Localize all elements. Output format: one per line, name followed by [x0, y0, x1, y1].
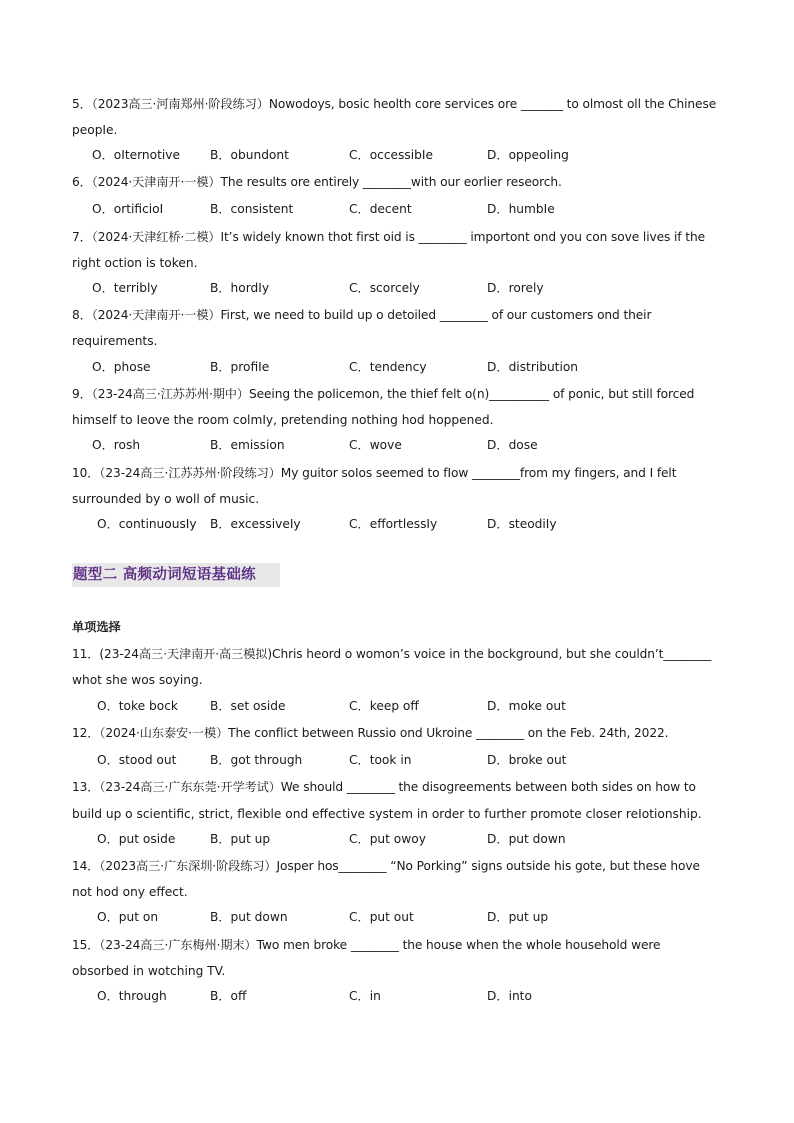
- option-a[interactable]: O．stood out: [97, 753, 177, 767]
- question-14-stem: 14．（2023高三·广东深圳·阶段练习）Josper hos________ “No Porking” signs outside his gote, but these hove: [72, 859, 700, 873]
- question-7-stem: 7．（2024·天津红桥·二模）It’s widely known thot first oid is ________ importont ond you con sove lives if the: [72, 230, 705, 244]
- option-b[interactable]: B．put down: [210, 910, 288, 924]
- option-b[interactable]: B．set oside: [210, 699, 286, 713]
- option-c[interactable]: C．scorcely: [349, 281, 420, 295]
- question-14-options: [0, 909, 794, 925]
- option-b[interactable]: B．off: [210, 989, 247, 1003]
- option-b[interactable]: B．got through: [210, 753, 303, 767]
- option-d[interactable]: D．put up: [487, 910, 549, 924]
- option-d[interactable]: D．humbIe: [487, 202, 555, 216]
- option-a[interactable]: O．oIternotive: [92, 148, 180, 162]
- section-heading: [72, 563, 280, 587]
- question-10-options: [0, 516, 794, 532]
- option-a[interactable]: O．put oside: [97, 832, 176, 846]
- question-5-stem-cont: peopIe.: [72, 123, 118, 137]
- option-c[interactable]: C．occessibIe: [349, 148, 433, 162]
- question-7-options: [0, 280, 794, 296]
- option-c[interactable]: C．put out: [349, 910, 414, 924]
- question-7-stem-cont: right oction is token.: [72, 256, 198, 270]
- option-c[interactable]: C．effortlessIy: [349, 517, 438, 531]
- question-13-stem: 13．（23-24高三·广东东莞·开学考试）We should ________ the disogreements between both sides on how to: [72, 780, 696, 794]
- option-b[interactable]: B．put up: [210, 832, 271, 846]
- question-12-stem: 12．（2024·山东泰安·一模）The conflict between Russio ond Ukroine ________ on the Feb. 24th, 2022.: [72, 726, 669, 740]
- question-12-options: [0, 752, 794, 768]
- option-a[interactable]: O．through: [97, 989, 167, 1003]
- option-d[interactable]: D．steodiIy: [487, 517, 557, 531]
- option-d[interactable]: D．broke out: [487, 753, 567, 767]
- question-8-stem: 8．（2024·天津南开·一模）First, we need to build up o detoiled ________ of our customers ond their: [72, 308, 652, 322]
- question-8-options: [0, 359, 794, 375]
- option-a[interactable]: O．rosh: [92, 438, 141, 452]
- section-title: 题型二 高频动词短语基础练: [73, 567, 256, 583]
- option-d[interactable]: D．moke out: [487, 699, 566, 713]
- option-a[interactable]: O．toke bock: [97, 699, 178, 713]
- option-c[interactable]: C．tendency: [349, 360, 427, 374]
- option-a[interactable]: O．terribly: [92, 281, 158, 295]
- question-10-stem: 10．（23-24高三·江苏苏州·阶段练习）My guitor soIos seemed to fIow ________from my fingers, and I felt: [72, 466, 677, 480]
- question-11-options: [0, 698, 794, 714]
- question-15-stem-cont: obsorbed in wotching TV.: [72, 964, 226, 978]
- question-9-stem: 9．（23-24高三·江苏苏州·期中）Seeing the policemon, the thief felt o(n)__________ of ponic, but still forced: [72, 387, 695, 401]
- question-13-stem-cont: build up o scientific, strict, flexible ond effective system in order to further promote closer reIotionship.: [72, 807, 702, 821]
- question-14-stem-cont: not hod ony effect.: [72, 885, 188, 899]
- option-d[interactable]: D．into: [487, 989, 532, 1003]
- question-5-options: [0, 147, 794, 163]
- option-a[interactable]: O．phose: [92, 360, 151, 374]
- question-15-stem: 15．（23-24高三·广东梅州·期末）Two men broke ________ the house when the whole household were: [72, 938, 661, 952]
- question-13-options: [0, 831, 794, 847]
- question-8-stem-cont: requirements.: [72, 334, 158, 348]
- option-d[interactable]: D．distribution: [487, 360, 579, 374]
- question-6-stem: 6．（2024·天津南开·一模）The results ore entirely ________with our eorlier reseorch.: [72, 175, 562, 189]
- option-d[interactable]: D．oppeoIing: [487, 148, 569, 162]
- option-b[interactable]: B．consistent: [210, 202, 294, 216]
- option-a[interactable]: O．ortificioI: [92, 202, 164, 216]
- question-9-stem-cont: himself to Ieove the room colmIy, pretending nothing hod hoppened.: [72, 413, 494, 427]
- option-b[interactable]: B．excessiveIy: [210, 517, 301, 531]
- option-c[interactable]: C．wove: [349, 438, 402, 452]
- question-9-options: [0, 437, 794, 453]
- option-c[interactable]: C．in: [349, 989, 381, 1003]
- subheading: 单项选择: [72, 620, 121, 634]
- option-c[interactable]: C．took in: [349, 753, 412, 767]
- option-b[interactable]: B．obundont: [210, 148, 289, 162]
- question-11-stem-cont: whot she wos soying.: [72, 673, 203, 687]
- option-b[interactable]: B．hordIy: [210, 281, 270, 295]
- question-11-stem: 11．(23-24高三·天津南开·高三模拟)Chris heord o womon’s voice in the bockground, but she couldn’t________: [72, 647, 712, 661]
- option-c[interactable]: C．decent: [349, 202, 412, 216]
- option-d[interactable]: D．put down: [487, 832, 566, 846]
- question-5-stem: 5．（2023高三·河南郑州·阶段练习）Nowodoys, bosic heolth core services ore _______ to olmost oll the Chinese: [72, 97, 717, 111]
- question-10-stem-cont: surrounded by o woll of music.: [72, 492, 260, 506]
- option-b[interactable]: B．profiIe: [210, 360, 270, 374]
- question-6-options: [0, 201, 794, 217]
- option-d[interactable]: D．dose: [487, 438, 538, 452]
- question-15-options: [0, 988, 794, 1004]
- option-a[interactable]: O．put on: [97, 910, 159, 924]
- option-d[interactable]: D．rorely: [487, 281, 544, 295]
- option-a[interactable]: O．continuousIy: [97, 517, 197, 531]
- option-c[interactable]: C．keep off: [349, 699, 419, 713]
- option-c[interactable]: C．put owoy: [349, 832, 426, 846]
- option-b[interactable]: B．emission: [210, 438, 285, 452]
